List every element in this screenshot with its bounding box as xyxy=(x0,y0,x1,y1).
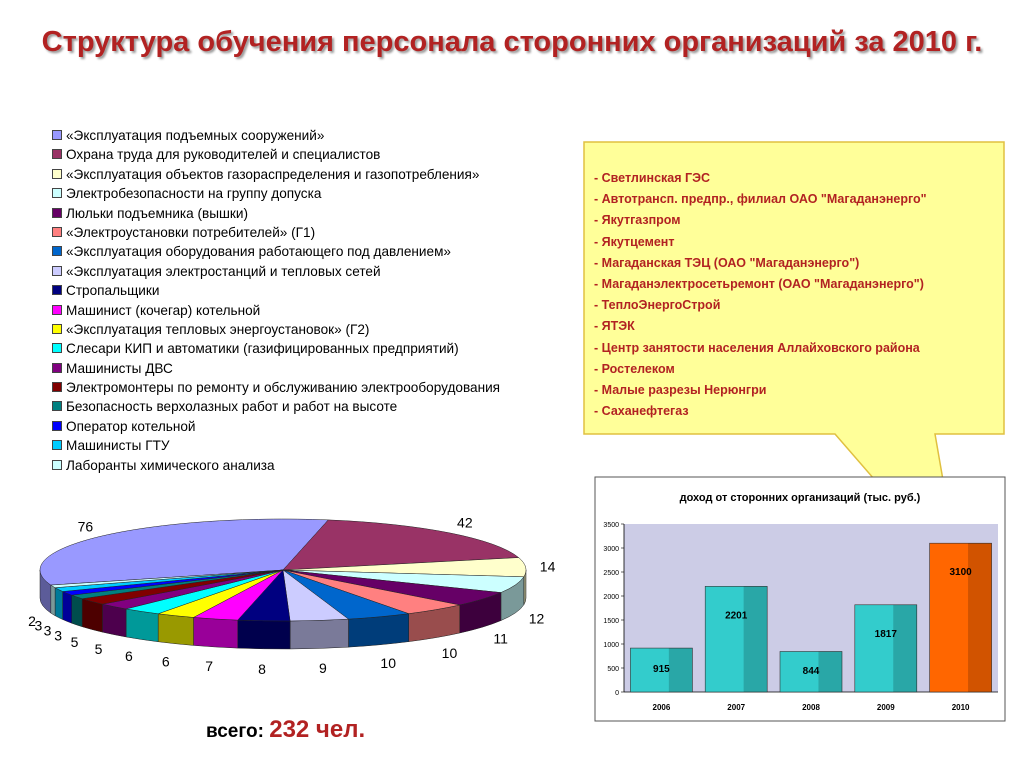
bar-data-label: 2201 xyxy=(725,610,748,622)
legend-label: «Электроустановки потребителей» (Г1) xyxy=(66,224,316,240)
legend-label: «Эксплуатация объектов газораспределения и газопотребления» xyxy=(66,166,480,182)
legend-label: Электробезопасности на группу допуска xyxy=(66,186,322,202)
legend-label: Машинист (кочегар) котельной xyxy=(66,302,261,318)
pie-slice-side xyxy=(102,604,126,637)
legend-label: Люльки подъемника (вышки) xyxy=(66,205,248,221)
pie-data-label: 5 xyxy=(94,640,103,657)
legend-label: Электромонтеры по ремонту и обслуживанию электрооборудования xyxy=(66,380,501,396)
x-tick-label: 2007 xyxy=(727,703,746,712)
organization-item: - Магаданэлектросетьремонт (ОАО "Магаданэнерго") xyxy=(594,276,924,291)
pie-data-label: 14 xyxy=(539,558,556,575)
organization-item: - Якутгазпром xyxy=(594,213,681,228)
legend-label: Лаборанты химического анализа xyxy=(66,457,275,473)
bar-shade xyxy=(744,586,768,692)
pie-data-label: 10 xyxy=(441,645,458,662)
bar-data-label: 3100 xyxy=(949,567,972,579)
legend-label: Безопасность верхолазных работ и работ на высоте xyxy=(66,399,398,415)
organization-item: - Малые разрезы Нерюнгри xyxy=(594,382,767,397)
organization-item: - ЯТЭК xyxy=(594,319,635,334)
pie-data-label: 76 xyxy=(77,518,94,535)
organization-item: - Ростелеком xyxy=(594,361,675,376)
bar-chart-title: доход от сторонних организаций (тыс. руб.) xyxy=(679,492,921,504)
page-title: Структура обучения персонала сторонних организаций за 2010 г. xyxy=(41,26,983,58)
organization-item: - Якутцемент xyxy=(594,234,675,249)
pie-slice-side xyxy=(238,620,290,649)
y-tick-label: 2500 xyxy=(603,570,619,577)
organization-item: - Магаданская ТЭЦ (ОАО "Магаданэнерго") xyxy=(594,255,860,270)
y-tick-label: 500 xyxy=(607,666,619,673)
x-tick-label: 2006 xyxy=(652,703,671,712)
legend-label: Машинисты ДВС xyxy=(66,360,173,376)
pie-data-label: 5 xyxy=(70,633,79,650)
legend-label: «Эксплуатация тепловых энергоустановок» (Г2) xyxy=(66,321,370,337)
organization-item: - ТеплоЭнергоСтрой xyxy=(594,298,721,313)
pie-data-label: 2 xyxy=(28,612,36,629)
bar-shade xyxy=(818,651,842,692)
pie-data-label: 11 xyxy=(493,630,508,647)
legend-label: Стропальщики xyxy=(66,283,160,299)
pie-data-label: 6 xyxy=(161,653,170,670)
pie-data-label: 10 xyxy=(380,655,397,672)
x-tick-label: 2009 xyxy=(876,703,895,712)
bar-shade xyxy=(669,648,693,692)
y-tick-label: 1000 xyxy=(603,642,619,649)
x-tick-label: 2010 xyxy=(951,703,970,712)
pie-data-label: 7 xyxy=(205,658,214,675)
pie-data-label: 3 xyxy=(34,617,43,634)
bar-data-label: 1817 xyxy=(874,628,897,640)
legend-label: «Эксплуатация электростанций и тепловых сетей xyxy=(66,263,381,279)
organizations-list xyxy=(594,168,927,422)
bar-shade xyxy=(968,543,992,692)
pie-data-label: 6 xyxy=(124,647,133,664)
legend-label: «Эксплуатация оборудования работающего под давлением» xyxy=(66,244,451,260)
bar-shade xyxy=(893,605,917,692)
legend-label: Охрана труда для руководителей и специалистов xyxy=(66,147,381,163)
pie-data-label: 42 xyxy=(457,514,473,531)
total-label: всего: xyxy=(206,721,264,742)
total-line xyxy=(206,716,365,744)
pie-slice-side xyxy=(158,614,193,646)
pie-data-label: 3 xyxy=(54,627,62,644)
pie-data-label: 12 xyxy=(528,610,545,627)
bar-data-label: 915 xyxy=(653,664,670,676)
y-tick-label: 3500 xyxy=(603,522,619,529)
total-value: 232 чел. xyxy=(269,716,366,743)
y-tick-label: 2000 xyxy=(603,594,619,601)
legend-label: Машинисты ГТУ xyxy=(66,438,170,454)
legend-label: «Эксплуатация подъемных сооружений» xyxy=(66,128,325,143)
pie-data-label: 3 xyxy=(43,622,52,639)
pie-slice-side xyxy=(82,599,102,632)
legend-label: Слесари КИП и автоматики (газифицированных предприятий) xyxy=(66,341,459,357)
pie-slice-side xyxy=(126,609,158,642)
pie-slice-side xyxy=(290,619,348,649)
pie-data-label: 9 xyxy=(318,660,327,677)
y-tick-label: 0 xyxy=(615,690,619,697)
bar-chart xyxy=(594,476,1006,722)
organization-item: - Центр занятости населения Аллайховского района xyxy=(594,340,920,355)
organization-item: - Светлинская ГЭС xyxy=(594,171,711,185)
organization-item: - Саханефтегаз xyxy=(594,404,689,419)
pie-data-label: 8 xyxy=(258,660,266,677)
pie-slice-side xyxy=(194,617,238,648)
y-tick-label: 3000 xyxy=(603,546,619,553)
organization-item: - Автотрансп. предпр., филиал ОАО "Магаданэнерго" xyxy=(594,192,927,207)
y-tick-label: 1500 xyxy=(603,618,619,625)
x-tick-label: 2008 xyxy=(802,703,820,712)
bar-data-label: 844 xyxy=(802,665,820,677)
legend-label: Оператор котельной xyxy=(66,418,196,434)
